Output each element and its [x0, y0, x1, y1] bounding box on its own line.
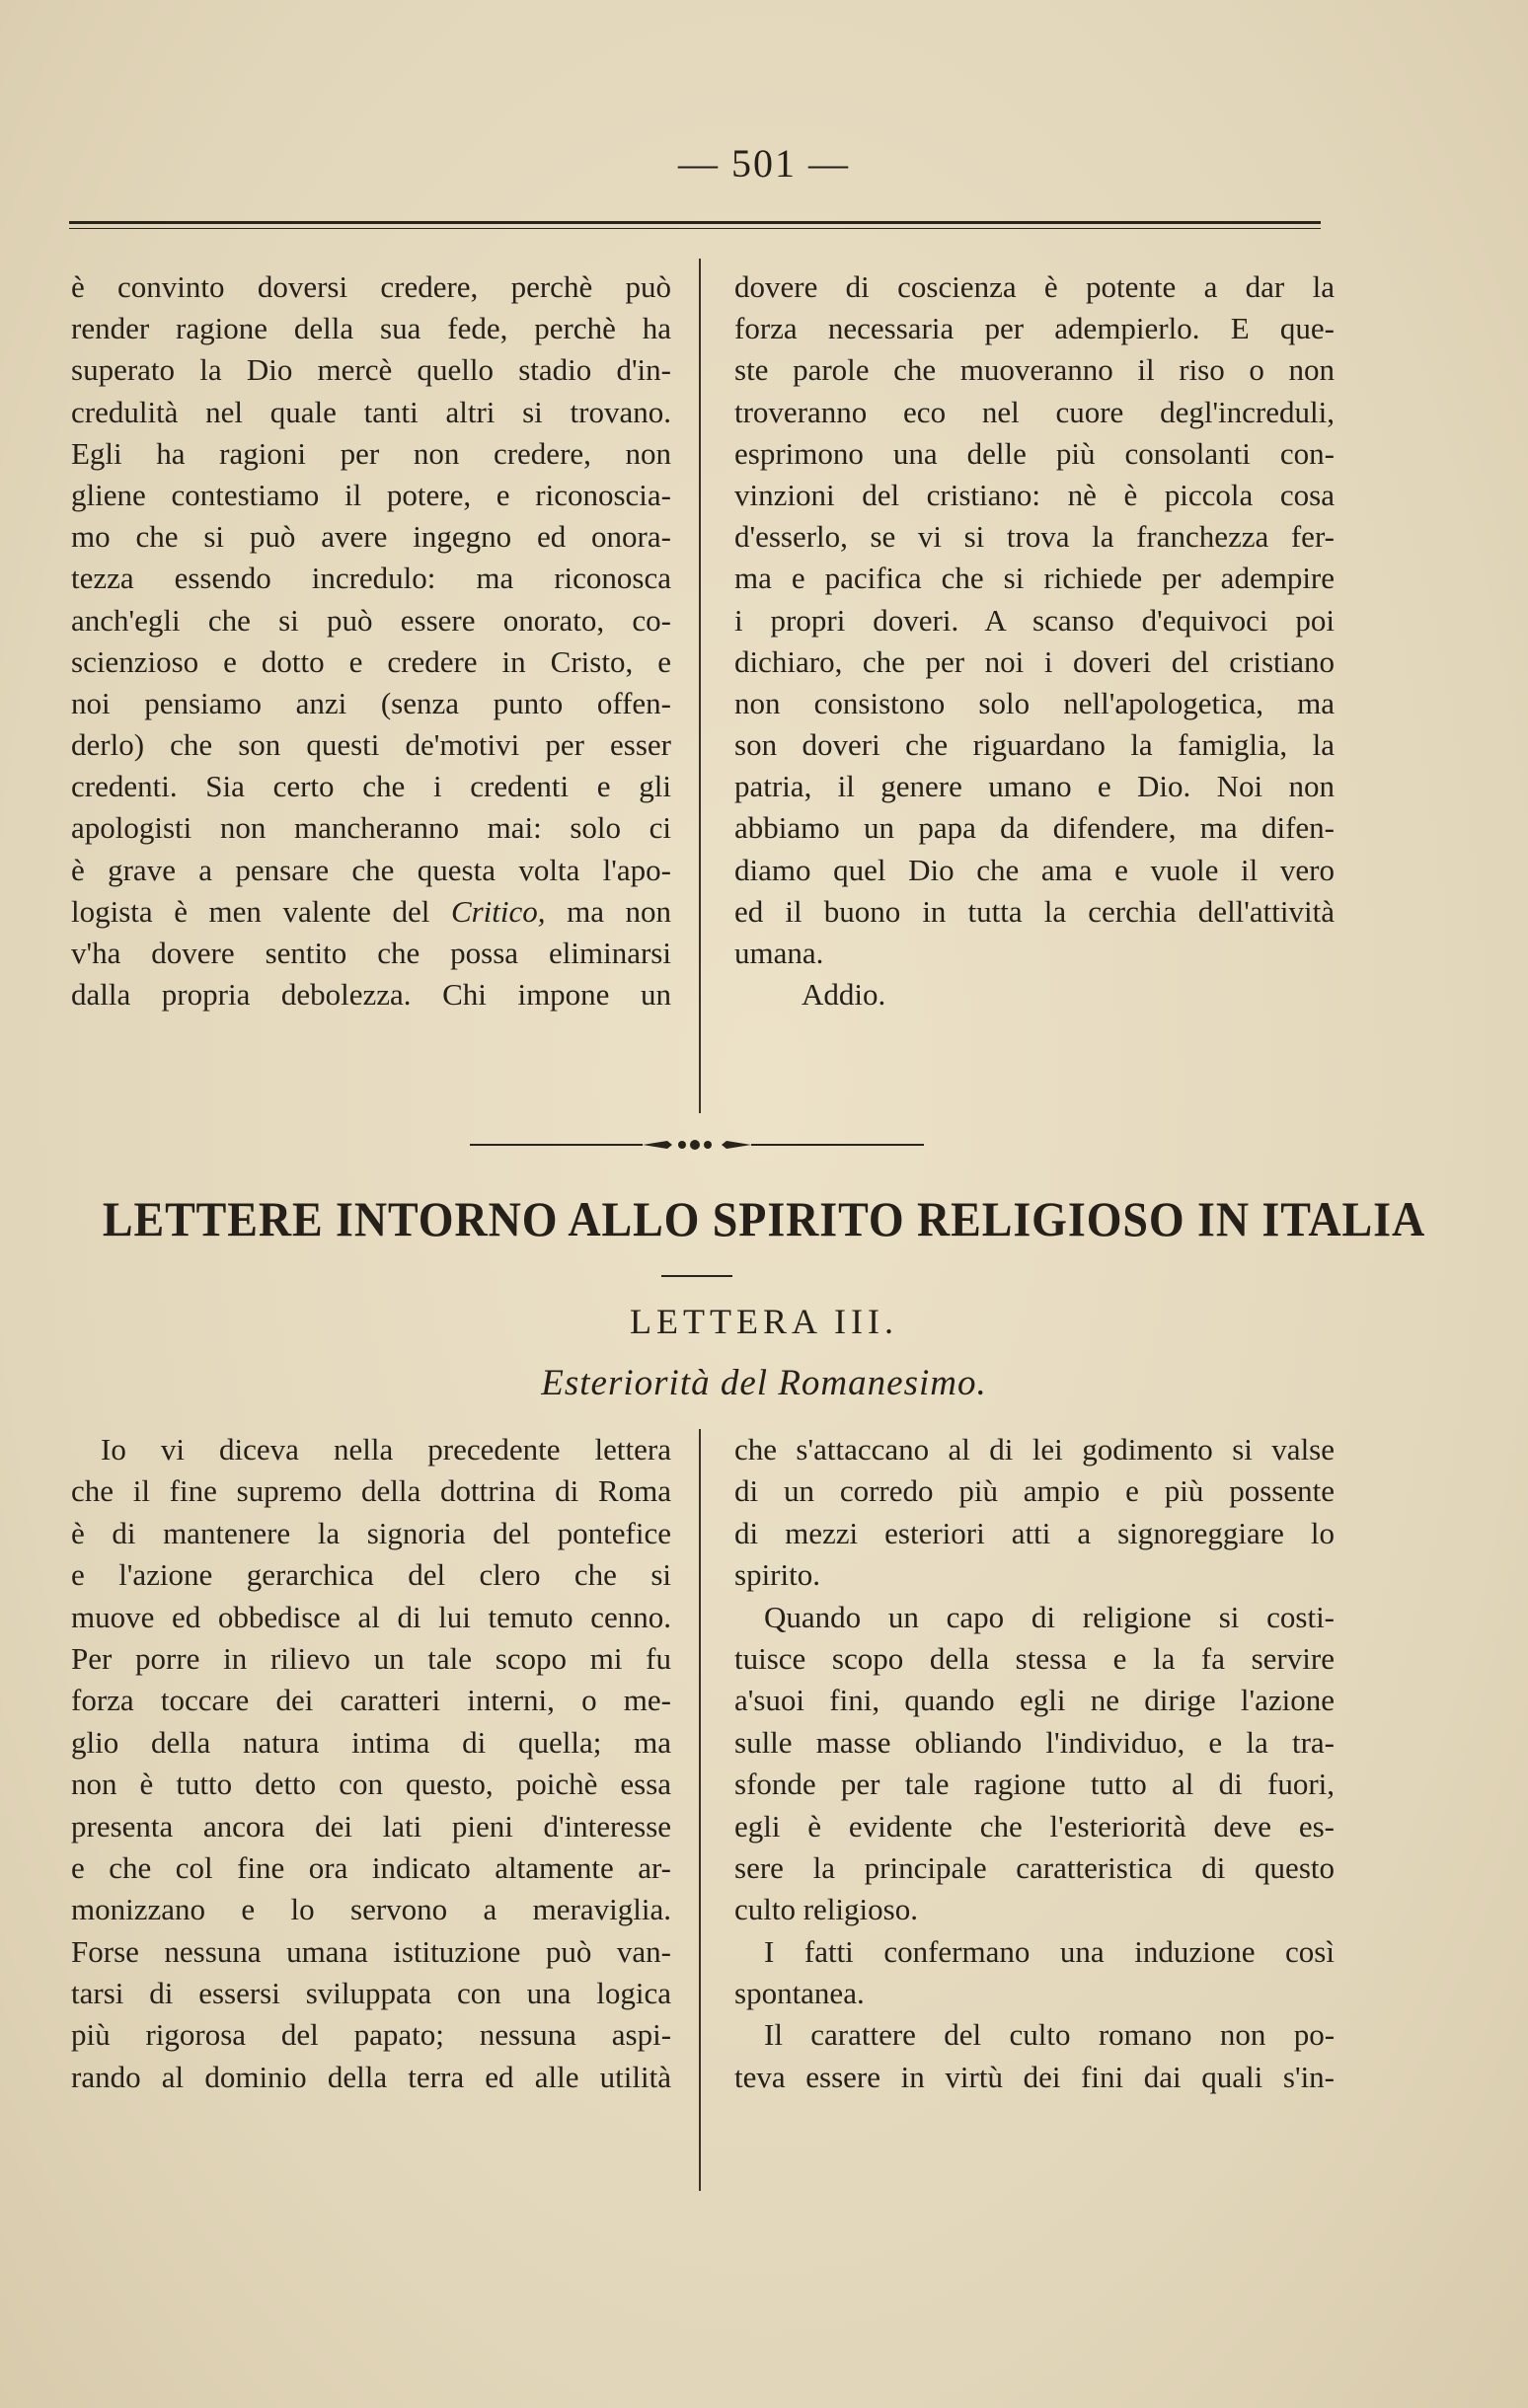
text-line: superato la Dio mercè quello stadio d'in- [71, 352, 671, 388]
text-line: i propri doveri. A scanso d'equivoci poi [734, 602, 1336, 638]
text-line: glio della natura intima di quella; ma [71, 1724, 671, 1760]
text-line: abbiamo un papa da difendere, ma difen- [734, 810, 1335, 846]
text-line: tezza essendo incredulo: ma riconosca [71, 561, 671, 596]
lower-left-column [71, 1429, 671, 2098]
text-line: non consistono solo nell'apologetica, ma [734, 685, 1335, 720]
text-line: tarsi di essersi sviluppata con una logica [71, 1976, 671, 2011]
section-title: LETTERE INTORNO ALLO SPIRITO RELIGIOSO IN ITALIA [102, 1191, 1426, 1246]
text-line-mixed [71, 891, 671, 933]
text-segment: logista è men valente del [71, 893, 430, 929]
text-line: mo che si può avere ingegno ed onora- [71, 519, 671, 555]
text-line: culto religioso. [734, 1892, 918, 1927]
text-line: umana. [734, 936, 824, 970]
text-line: gliene contestiamo il potere, e riconoscia- [71, 477, 671, 512]
text-line: anch'egli che si può essere onorato, co- [71, 602, 671, 638]
title-rule [661, 1275, 732, 1277]
text-line: apologisti non mancheranno mai: solo ci [71, 810, 671, 846]
text-line: render ragione della sua fede, perchè ha [71, 311, 671, 346]
text-line: patria, il genere umano e Dio. Noi non [734, 769, 1335, 804]
text-line: sere la principale caratteristica di questo [734, 1849, 1335, 1885]
text-line: diamo quel Dio che ama e vuole il vero [734, 852, 1335, 887]
text-line: è grave a pensare che questa volta l'apo- [71, 852, 671, 887]
text-line: muove ed obbedisce al di lui temuto cenno. [71, 1599, 672, 1634]
text-line: che s'attaccano al di lei godimento si valse [734, 1432, 1335, 1467]
text-line: e che col fine ora indicato altamente ar- [71, 1849, 671, 1885]
text-line: ste parole che muoveranno il riso o non [734, 352, 1335, 388]
text-line: di un corredo più ampio e più possente [734, 1473, 1335, 1509]
text-line: credenti. Sia certo che i credenti e gli [71, 769, 671, 804]
text-line: ed il buono in tutta la cerchia dell'attività [734, 893, 1335, 929]
header-rule [69, 221, 1321, 229]
text-line: monizzano e lo servono a meraviglia. [71, 1892, 671, 1927]
text-line: forza necessaria per adempierlo. E que- [734, 311, 1335, 346]
text-line: dovere di coscienza è potente a dar la [734, 269, 1335, 304]
text-line: scienzioso e dotto e credere in Cristo, e [71, 643, 671, 679]
text-line: Per porre in rilievo un tale scopo mi fu [71, 1640, 671, 1676]
text-line: noi pensiamo anzi (senza punto offen- [71, 685, 671, 720]
signoff: Addio. [802, 977, 886, 1013]
letter-number: LETTERA III. [630, 1302, 898, 1341]
page-number: — 501 — [678, 141, 850, 186]
text-line: son doveri che riguardano la famiglia, la [734, 727, 1335, 763]
text-line: spirito. [734, 1557, 820, 1593]
text-line: Forse nessuna umana istituzione può van- [71, 1933, 671, 1969]
upper-left-column [71, 266, 671, 1016]
text-line: egli è evidente che l'esteriorità deve es- [734, 1808, 1335, 1844]
text-line: è di mantenere la signoria del pontefice [71, 1515, 672, 1550]
letter-subtitle: Esteriorità del Romanesimo. [541, 1363, 987, 1403]
text-line: presenta ancora dei lati pieni d'interesse [71, 1808, 672, 1844]
text-line: Egli ha ragioni per non credere, non [71, 435, 672, 471]
lower-right-column [734, 1429, 1335, 2098]
text-line: più rigorosa del papato; nessuna aspi- [71, 2017, 672, 2053]
text-line: esprimono una delle più consolanti con- [734, 435, 1335, 471]
text-line: Quando un capo di religione si costi- [764, 1599, 1336, 1634]
text-line: vinzioni del cristiano: nè è piccola cosa [734, 477, 1335, 512]
text-line: che il fine supremo della dottrina di Roma [71, 1473, 671, 1509]
text-line: forza toccare dei caratteri interni, o me- [71, 1683, 671, 1718]
text-line: tuisce scopo della stessa e la fa servire [734, 1640, 1335, 1676]
text-line: teva essere in virtù dei fini dai quali s'in- [734, 2059, 1336, 2094]
column-divider [699, 1429, 701, 2191]
text-line: sulle masse obliando l'individuo, e la tra- [734, 1724, 1335, 1760]
text-line: e l'azione gerarchica del clero che si [71, 1557, 672, 1593]
text-line: non è tutto detto con questo, poichè essa [71, 1767, 672, 1802]
text-line: sfonde per tale ragione tutto al di fuori, [734, 1767, 1336, 1802]
text-line: Io vi diceva nella precedente lettera [101, 1432, 671, 1467]
text-line: Il carattere del culto romano non po- [764, 2017, 1336, 2053]
text-line: dichiaro, che per noi i doveri del cristiano [734, 643, 1336, 679]
text-line: I fatti confermano una induzione così [764, 1933, 1335, 1969]
text-line: spontanea. [734, 1976, 865, 2011]
text-line: derlo) che son questi de'motivi per esser [71, 727, 671, 763]
text-line: d'esserlo, se vi si trova la franchezza fer- [734, 519, 1335, 555]
text-line: di mezzi esteriori atti a signoreggiare lo [734, 1515, 1335, 1550]
text-line: v'ha dovere sentito che possa eliminarsi [71, 936, 671, 970]
text-line: rando al dominio della terra ed alle utilità [71, 2059, 671, 2094]
text-line: dalla propria debolezza. Chi impone un [71, 977, 671, 1013]
upper-right-column [734, 266, 1335, 1016]
column-divider [699, 259, 701, 1113]
text-line: ma e pacifica che si richiede per adempire [734, 561, 1336, 596]
text-line: a'suoi fini, quando egli ne dirige l'azione [734, 1683, 1335, 1718]
text-line: troveranno eco nel cuore degl'increduli, [734, 394, 1335, 429]
text-line: è convinto doversi credere, perchè può [71, 269, 671, 304]
italic-word: Critico, [450, 893, 546, 929]
text-segment: ma non [567, 893, 672, 929]
text-line: credulità nel quale tanti altri si trovano. [71, 394, 671, 429]
ornament-divider [470, 1135, 924, 1155]
